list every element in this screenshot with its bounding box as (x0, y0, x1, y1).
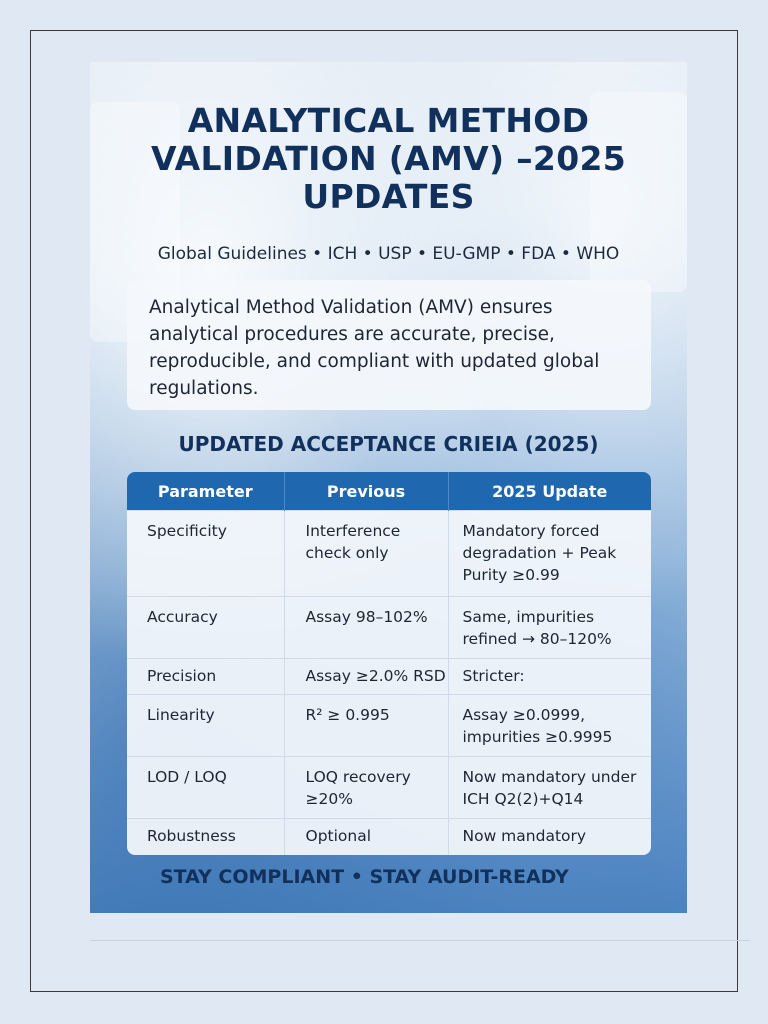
header-parameter: Parameter (127, 472, 284, 511)
cell-previous: Assay ≥2.0% RSD (284, 659, 448, 695)
table-row (127, 597, 651, 659)
table-row (127, 695, 651, 757)
cell-update: Mandatory forced degradation + Peak Purity ≥0.99 (448, 511, 651, 597)
cell-update: Same, impurities refined → 80–120% (448, 597, 651, 659)
poster-title (90, 102, 687, 216)
amv-poster (90, 62, 687, 913)
cell-previous: R² ≥ 0.995 (284, 695, 448, 757)
cell-update: Now mandatory under ICH Q2(2)+Q14 (448, 757, 651, 819)
footer-tagline: STAY COMPLIANT • STAY AUDIT-READY (160, 866, 569, 888)
title-line-2: VALIDATION (AMV) –2025 (151, 139, 626, 178)
table-row (127, 659, 651, 695)
cell-update: Now mandatory (448, 819, 651, 855)
table-header-row (127, 472, 651, 511)
intro-text: Analytical Method Validation (AMV) ensures analytical procedures are accurate, precise, reproducible, and compliant with updated global regulations. (149, 297, 600, 399)
cell-previous: Interference check only (284, 511, 448, 597)
cell-previous: Assay 98–102% (284, 597, 448, 659)
criteria-heading: UPDATED ACCEPTANCE CRIEIA (2025) (178, 432, 599, 456)
guidelines-subtitle: Global Guidelines • ICH • USP • EU-GMP • FDA • WHO (157, 244, 620, 264)
cell-parameter: Accuracy (127, 597, 284, 659)
cell-parameter: Robustness (127, 819, 284, 855)
cell-update: Assay ≥0.0999, impurities ≥0.9995 (448, 695, 651, 757)
cell-parameter: LOD / LOQ (127, 757, 284, 819)
title-line-3: UPDATES (302, 177, 475, 216)
cell-parameter: Linearity (127, 695, 284, 757)
criteria-table (127, 472, 651, 855)
intro-card (127, 280, 651, 410)
header-2025-update: 2025 Update (448, 472, 651, 511)
cell-parameter: Specificity (127, 511, 284, 597)
cell-previous: LOQ recovery ≥20% (284, 757, 448, 819)
table-row (127, 511, 651, 597)
title-line-1: ANALYTICAL METHOD (187, 101, 590, 140)
table-row (127, 819, 651, 855)
cell-previous: Optional (284, 819, 448, 855)
divider (90, 940, 750, 941)
cell-parameter: Precision (127, 659, 284, 695)
cell-update: Stricter: (448, 659, 651, 695)
table-row (127, 757, 651, 819)
header-previous: Previous (284, 472, 448, 511)
